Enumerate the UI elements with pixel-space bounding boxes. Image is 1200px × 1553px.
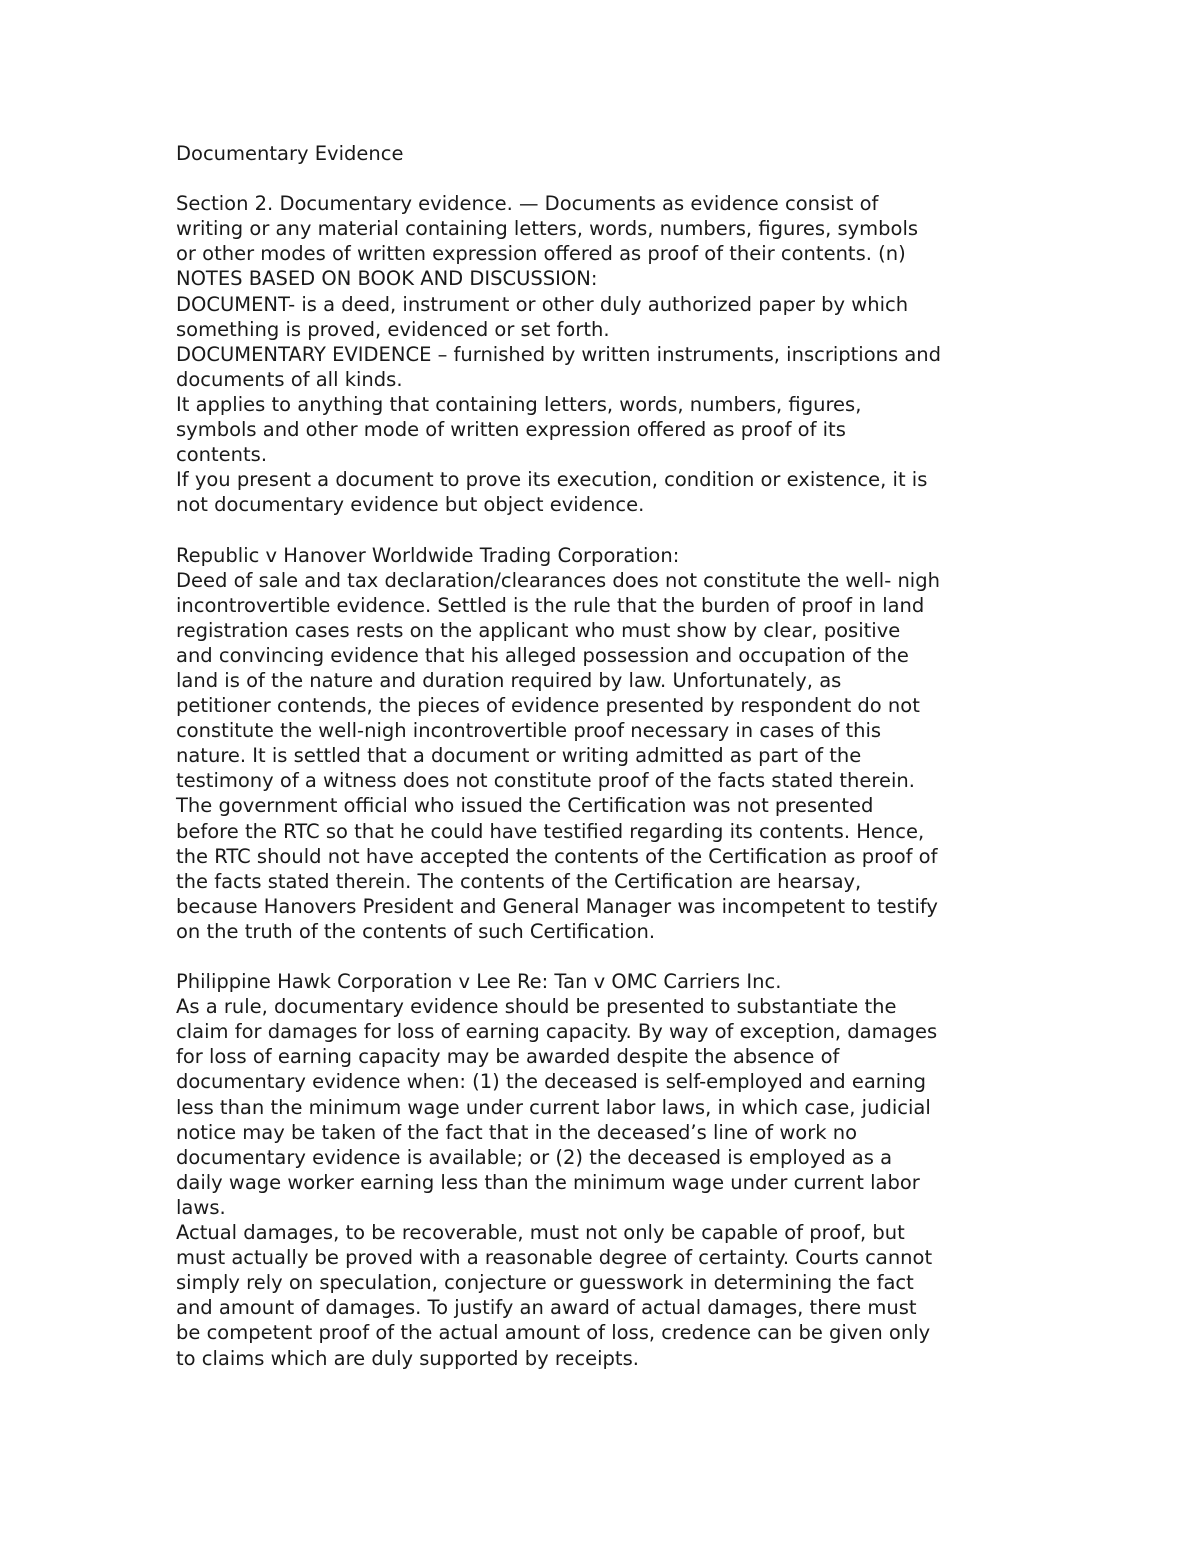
text-line: The government official who issued the Certification was not presented xyxy=(176,794,874,818)
text-line: nature. It is settled that a document or writing admitted as part of the xyxy=(176,744,862,768)
section-2-block xyxy=(176,191,1036,517)
document-page xyxy=(176,141,1036,1371)
blank-line xyxy=(176,166,1036,191)
text-line: Section 2. Documentary evidence. — Documents as evidence consist of xyxy=(176,192,879,216)
text-line: contents. xyxy=(176,443,268,467)
text-line: the RTC should not have accepted the contents of the Certification as proof of xyxy=(176,844,938,868)
text-line: notice may be taken of the fact that in the deceased’s line of work no xyxy=(176,1120,858,1144)
case-heading: Philippine Hawk Corporation v Lee Re: Tan v OMC Carriers Inc. xyxy=(176,970,782,994)
document-title: Documentary Evidence xyxy=(176,142,404,165)
text-line: land is of the nature and duration required by law. Unfortunately, as xyxy=(176,668,842,692)
text-line: petitioner contends, the pieces of evidence presented by respondent do not xyxy=(176,694,920,718)
text-line: documents of all kinds. xyxy=(176,367,403,391)
text-line: to claims which are duly supported by receipts. xyxy=(176,1346,639,1370)
text-line: laws. xyxy=(176,1195,226,1219)
text-line: testimony of a witness does not constitute proof of the facts stated therein. xyxy=(176,769,915,793)
text-line: or other modes of written expression offered as proof of their contents. (n) xyxy=(176,242,906,266)
case-heading: Republic v Hanover Worldwide Trading Corporation: xyxy=(176,543,680,567)
text-line: incontrovertible evidence. Settled is the rule that the burden of proof in land xyxy=(176,593,925,617)
text-line: If you present a document to prove its execution, condition or existence, it is xyxy=(176,468,928,492)
text-line: the facts stated therein. The contents of the Certification are hearsay, xyxy=(176,869,862,893)
text-line: Deed of sale and tax declaration/clearances does not constitute the well- nigh xyxy=(176,568,940,592)
text-line: constitute the well-nigh incontrovertible proof necessary in cases of this xyxy=(176,719,882,743)
text-line: symbols and other mode of written expression offered as proof of its xyxy=(176,418,846,442)
text-line: and convincing evidence that his alleged possession and occupation of the xyxy=(176,643,909,667)
text-line: NOTES BASED ON BOOK AND DISCUSSION: xyxy=(176,267,598,291)
case-philippine-hawk-block xyxy=(176,969,1036,1371)
text-line: and amount of damages. To justify an award of actual damages, there must xyxy=(176,1296,917,1320)
text-line: before the RTC so that he could have testified regarding its contents. Hence, xyxy=(176,819,925,843)
text-line: DOCUMENTARY EVIDENCE – furnished by written instruments, inscriptions and xyxy=(176,342,942,366)
text-line: simply rely on speculation, conjecture or guesswork in determining the fact xyxy=(176,1271,914,1295)
text-line: claim for damages for loss of earning capacity. By way of exception, damages xyxy=(176,1020,938,1044)
text-line: something is proved, evidenced or set forth. xyxy=(176,317,610,341)
text-line: for loss of earning capacity may be awarded despite the absence of xyxy=(176,1045,840,1069)
text-line: on the truth of the contents of such Certification. xyxy=(176,919,656,943)
text-line: It applies to anything that containing letters, words, numbers, figures, xyxy=(176,392,862,416)
text-line: daily wage worker earning less than the minimum wage under current labor xyxy=(176,1170,920,1194)
text-line: As a rule, documentary evidence should be presented to substantiate the xyxy=(176,995,897,1019)
case-republic-v-hanover-block xyxy=(176,543,1036,945)
blank-line xyxy=(176,517,1036,542)
text-line: be competent proof of the actual amount of loss, credence can be given only xyxy=(176,1321,931,1345)
text-line: documentary evidence when: (1) the deceased is self-employed and earning xyxy=(176,1070,926,1094)
blank-line xyxy=(176,944,1036,969)
text-line: registration cases rests on the applicant who must show by clear, positive xyxy=(176,618,901,642)
text-line: must actually be proved with a reasonable degree of certainty. Courts cannot xyxy=(176,1246,933,1270)
text-line: writing or any material containing letters, words, numbers, figures, symbols xyxy=(176,217,919,241)
text-line: DOCUMENT- is a deed, instrument or other duly authorized paper by which xyxy=(176,292,909,316)
text-line: documentary evidence is available; or (2) the deceased is employed as a xyxy=(176,1145,893,1169)
text-line: not documentary evidence but object evidence. xyxy=(176,493,645,517)
text-line: because Hanovers President and General Manager was incompetent to testify xyxy=(176,894,938,918)
text-line: Actual damages, to be recoverable, must not only be capable of proof, but xyxy=(176,1221,905,1245)
text-line: less than the minimum wage under current labor laws, in which case, judicial xyxy=(176,1095,931,1119)
